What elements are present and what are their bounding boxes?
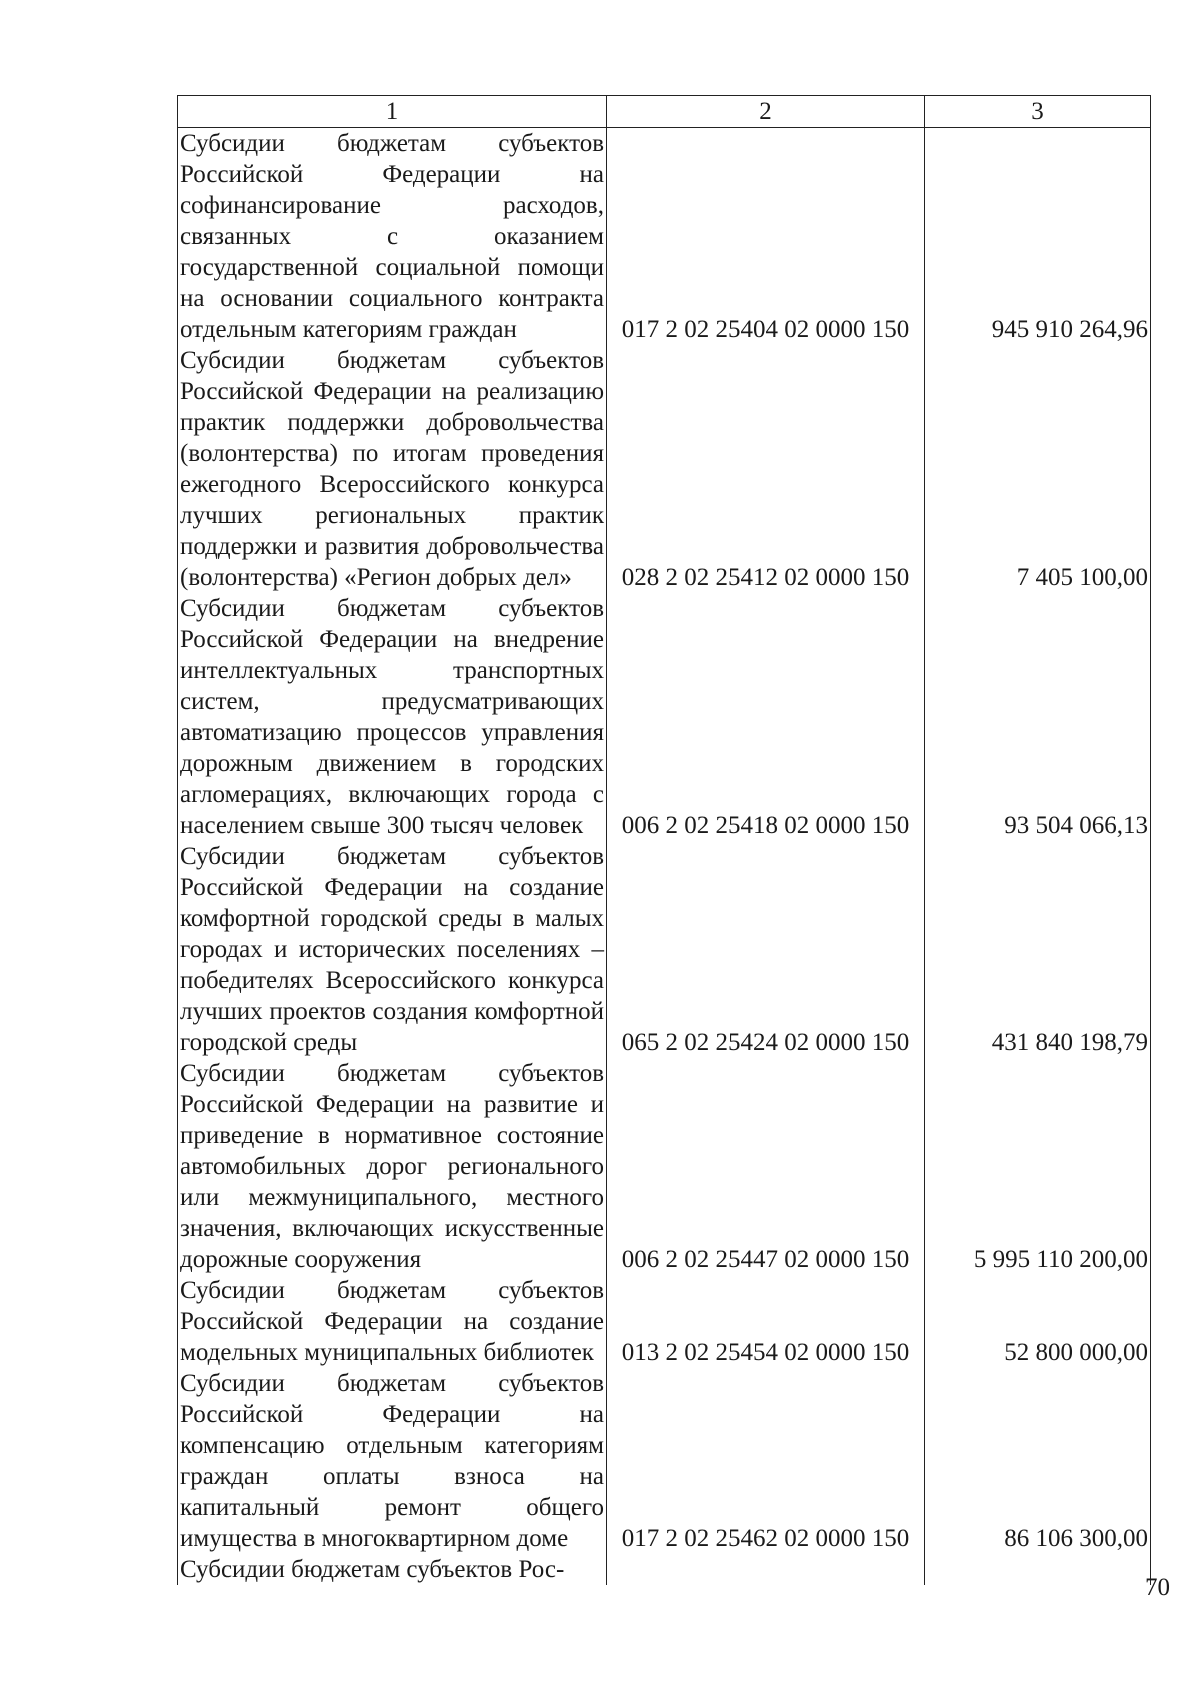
- row-description: Субсидии бюджетам субъектов Российской Федерации на внедрение интеллектуальных транспортных систем, предусматривающих автоматизацию процессов управления дорожным движением в городских агломерациях, включающих города с населением свыше 300 тысяч человек: [178, 593, 607, 841]
- row-code: 013 2 02 25454 02 0000 150: [607, 1275, 925, 1368]
- row-description: Субсидии бюджетам субъектов Российской Федерации на создание модельных муниципальных библиотек: [178, 1275, 607, 1368]
- table-row: [178, 1275, 1151, 1368]
- row-code: 017 2 02 25404 02 0000 150: [607, 128, 925, 346]
- row-description: Субсидии бюджетам субъектов Российской Федерации на компенсацию отдельным категориям граждан оплаты взноса на капитальный ремонт общего имущества в многоквартирном доме: [178, 1368, 607, 1554]
- row-description: Субсидии бюджетам субъектов Российской Федерации на развитие и приведение в нормативное состояние автомобильных дорог регионального или межмуниципального, местного значения, включающих искусственные дорожные сооружения: [178, 1058, 607, 1275]
- row-amount: [925, 1554, 1151, 1585]
- row-description: Субсидии бюджетам субъектов Российской Федерации на создание комфортной городской среды в малых городах и исторических поселениях – победителях Всероссийского конкурса лучших проектов создания комфортной городской среды: [178, 841, 607, 1058]
- row-amount: 5 995 110 200,00: [925, 1058, 1151, 1275]
- table-header-row: [178, 96, 1151, 128]
- row-amount: 93 504 066,13: [925, 593, 1151, 841]
- page-number: 70: [1145, 1574, 1170, 1601]
- table-row: [178, 1368, 1151, 1554]
- table-row: [178, 1058, 1151, 1275]
- table-row: [178, 128, 1151, 346]
- row-description: Субсидии бюджетам субъектов Российской Федерации на реализацию практик поддержки добровольчества (волонтерства) по итогам проведения ежегодного Всероссийского конкурса лучших региональных практик поддержки и развития добровольчества (волонтерства) «Регион добрых дел»: [178, 345, 607, 593]
- budget-table: [177, 95, 1151, 1585]
- column-header-2: 2: [607, 96, 925, 128]
- table-row: [178, 841, 1151, 1058]
- row-amount: 7 405 100,00: [925, 345, 1151, 593]
- row-code: [607, 1554, 925, 1585]
- row-code: 006 2 02 25418 02 0000 150: [607, 593, 925, 841]
- column-header-1: 1: [178, 96, 607, 128]
- table-row: [178, 345, 1151, 593]
- table-row: [178, 1554, 1151, 1585]
- row-amount: 945 910 264,96: [925, 128, 1151, 346]
- row-amount: 86 106 300,00: [925, 1368, 1151, 1554]
- column-header-3: 3: [925, 96, 1151, 128]
- row-amount: 431 840 198,79: [925, 841, 1151, 1058]
- row-code: 028 2 02 25412 02 0000 150: [607, 345, 925, 593]
- row-description: Субсидии бюджетам субъектов Рос-: [178, 1554, 607, 1585]
- table-row: [178, 593, 1151, 841]
- row-description: Субсидии бюджетам субъектов Российской Федерации на софинансирование расходов, связанных с оказанием государственной социальной помощи на основании социального контракта отдельным категориям граждан: [178, 128, 607, 346]
- row-code: 065 2 02 25424 02 0000 150: [607, 841, 925, 1058]
- row-code: 006 2 02 25447 02 0000 150: [607, 1058, 925, 1275]
- row-code: 017 2 02 25462 02 0000 150: [607, 1368, 925, 1554]
- row-amount: 52 800 000,00: [925, 1275, 1151, 1368]
